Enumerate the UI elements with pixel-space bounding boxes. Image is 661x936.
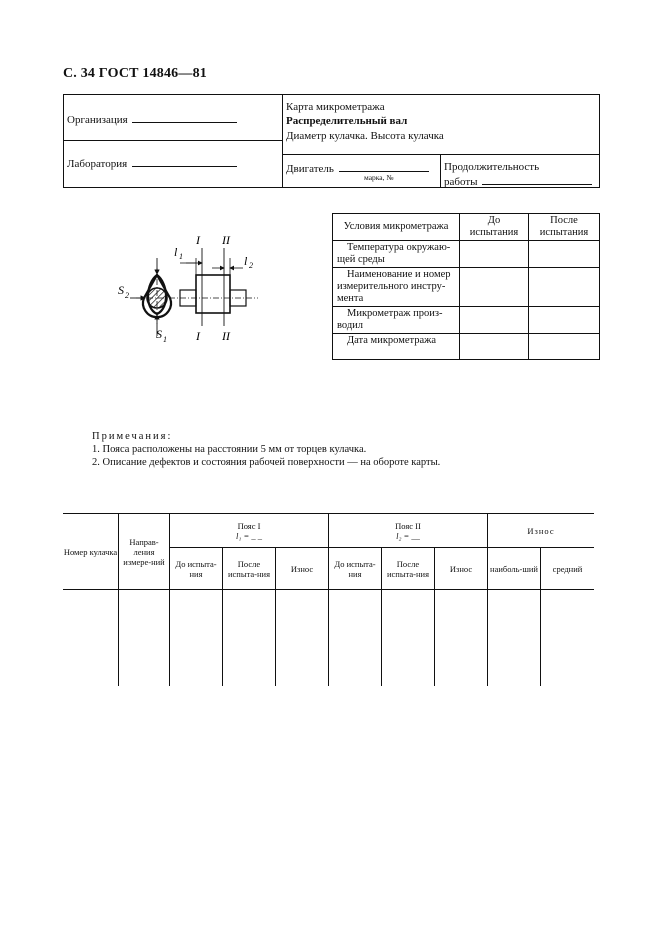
belt2-before: До испыта-ния	[329, 548, 382, 590]
row-date: Дата микрометража	[333, 334, 460, 360]
cam-side-view	[196, 275, 230, 313]
cell-measured-by-before[interactable]	[460, 307, 529, 334]
cell-date-after[interactable]	[529, 334, 600, 360]
duration-label-1: Продолжительность	[444, 161, 540, 173]
label-S1-sub: 1	[163, 335, 167, 344]
label-S2-sub: 2	[125, 291, 129, 300]
laboratory-label: Лаборатория	[67, 158, 128, 170]
card-params: Диаметр кулачка. Высота кулачка	[286, 130, 444, 142]
notes-block	[92, 430, 440, 469]
col-cam-number: Номер кулачка	[63, 514, 119, 590]
cell-instrument-after[interactable]	[529, 268, 600, 307]
belt1-header	[170, 514, 329, 548]
belt1-before: До испыта-ния	[170, 548, 223, 590]
wear-max: наиболь-ший	[488, 548, 541, 590]
row-measured-by: Микрометраж произ-водил	[333, 307, 460, 334]
label-belt-II-top: II	[222, 233, 230, 247]
measurement-table	[63, 513, 594, 686]
after-test-header: После испытания	[529, 214, 600, 241]
cell-direction[interactable]	[119, 590, 170, 687]
cell-belt2-before[interactable]	[329, 590, 382, 687]
card-form	[63, 94, 600, 188]
page-header: С. 34 ГОСТ 14846—81	[63, 66, 207, 81]
cell-belt1-before[interactable]	[170, 590, 223, 687]
col-direction: Направ-ления измере-ний	[119, 514, 170, 590]
notes-title: Примечания:	[92, 431, 173, 442]
row-temperature: Температура окружаю-щей среды	[333, 241, 460, 268]
cell-wear-avg[interactable]	[541, 590, 595, 687]
card-title: Карта микрометража	[286, 101, 385, 113]
duration-line	[482, 174, 592, 185]
laboratory-line	[132, 156, 237, 167]
belt1-formula: l₁ = _ _	[236, 530, 262, 541]
cell-temperature-before[interactable]	[460, 241, 529, 268]
label-l1: l	[174, 245, 178, 259]
belt1-wear: Износ	[276, 548, 329, 590]
conditions-table	[332, 213, 600, 360]
cell-instrument-before[interactable]	[460, 268, 529, 307]
engine-field[interactable]	[286, 161, 429, 176]
cell-measured-by-after[interactable]	[529, 307, 600, 334]
cell-belt2-after[interactable]	[382, 590, 435, 687]
label-l2: l	[244, 254, 248, 268]
label-S2: S	[118, 283, 124, 297]
row-instrument: Наименование и номер измерительного инстру-мента	[333, 268, 460, 307]
cell-belt1-wear[interactable]	[276, 590, 329, 687]
wear-header: Износ	[488, 514, 595, 548]
label-S1: S	[156, 327, 162, 341]
note-item-2: 2. Описание дефектов и состояния рабочей поверхности — на обороте карты.	[92, 457, 441, 468]
belt1-after: После испыта-ния	[223, 548, 276, 590]
label-l1-sub: 1	[179, 252, 183, 261]
belt2-header	[329, 514, 488, 548]
label-belt-II-bottom: II	[222, 329, 230, 343]
label-l2-sub: 2	[249, 261, 253, 270]
organization-line	[132, 112, 237, 123]
label-belt-I-bottom: I	[196, 329, 200, 343]
cell-date-before[interactable]	[460, 334, 529, 360]
cam-diagram	[108, 228, 268, 346]
engine-line	[339, 161, 429, 172]
belt2-wear: Износ	[435, 548, 488, 590]
card-subject: Распределительный вал	[286, 115, 408, 127]
conditions-header: Условия микрометража	[333, 214, 460, 241]
wear-avg: средний	[541, 548, 595, 590]
cell-cam-number[interactable]	[63, 590, 119, 687]
engine-label: Двигатель	[286, 163, 334, 175]
belt2-title: Пояс II	[395, 520, 421, 531]
organization-label: Организация	[67, 114, 128, 126]
laboratory-field[interactable]	[67, 156, 237, 171]
cell-wear-max[interactable]	[488, 590, 541, 687]
before-test-header: До испытания	[460, 214, 529, 241]
cell-temperature-after[interactable]	[529, 241, 600, 268]
cell-belt1-after[interactable]	[223, 590, 276, 687]
duration-label-2: работы	[444, 176, 478, 188]
belt2-after: После испыта-ния	[382, 548, 435, 590]
note-item-1: 1. Пояса расположены на расстоянии 5 мм от торцев кулачка.	[92, 444, 367, 455]
duration-field[interactable]	[444, 174, 592, 189]
belt2-formula: l₂ = __	[396, 530, 420, 541]
belt1-title: Пояс I	[237, 520, 261, 531]
cell-belt2-wear[interactable]	[435, 590, 488, 687]
engine-sublabel: марка, №	[364, 173, 394, 182]
label-belt-I-top: I	[196, 233, 200, 247]
organization-field[interactable]	[67, 112, 237, 127]
